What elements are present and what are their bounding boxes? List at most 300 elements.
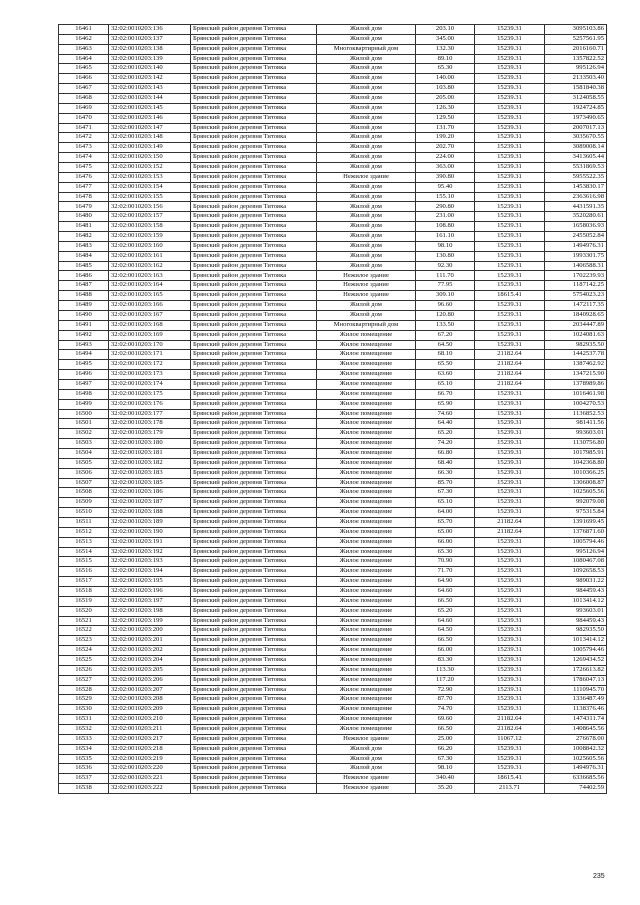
location-cell: Брянский район деревня Титовка xyxy=(191,350,317,360)
cadastral-number-cell: 32:02:0010203:146 xyxy=(109,113,191,123)
rate-cell: 15239.31 xyxy=(475,113,545,123)
rate-cell: 21182.64 xyxy=(475,715,545,725)
cadastral-value-cell: 1702239.93 xyxy=(545,271,607,281)
cadastral-number-cell: 32:02:0010203:211 xyxy=(109,725,191,735)
object-type-cell: Жилое помещение xyxy=(317,675,416,685)
area-cell: 35.20 xyxy=(416,784,475,794)
object-type-cell: Жилое помещение xyxy=(317,715,416,725)
object-type-cell: Жилой дом xyxy=(317,113,416,123)
location-cell: Брянский район деревня Титовка xyxy=(191,379,317,389)
area-cell: 63.60 xyxy=(416,370,475,380)
object-type-cell: Жилое помещение xyxy=(317,527,416,537)
object-type-cell: Жилой дом xyxy=(317,54,416,64)
area-cell: 155.10 xyxy=(416,192,475,202)
cadastral-value-cell: 1726613.82 xyxy=(545,665,607,675)
row-number-cell: 16486 xyxy=(59,271,109,281)
cadastral-number-cell: 32:02:0010203:201 xyxy=(109,636,191,646)
area-cell: 64.60 xyxy=(416,616,475,626)
row-number-cell: 16491 xyxy=(59,320,109,330)
rate-cell: 15239.31 xyxy=(475,537,545,547)
object-type-cell: Жилое помещение xyxy=(317,517,416,527)
row-number-cell: 16502 xyxy=(59,429,109,439)
area-cell: 65.50 xyxy=(416,360,475,370)
rate-cell: 15239.31 xyxy=(475,212,545,222)
table-row xyxy=(59,281,607,291)
cadastral-value-cell: 1494976.31 xyxy=(545,241,607,251)
area-cell: 64.40 xyxy=(416,419,475,429)
table-row xyxy=(59,744,607,754)
row-number-cell: 16473 xyxy=(59,143,109,153)
area-cell: 85.70 xyxy=(416,478,475,488)
table-row xyxy=(59,626,607,636)
rate-cell: 15239.31 xyxy=(475,656,545,666)
object-type-cell: Жилое помещение xyxy=(317,439,416,449)
area-cell: 65.30 xyxy=(416,64,475,74)
area-cell: 111.70 xyxy=(416,271,475,281)
cadastral-number-cell: 32:02:0010203:169 xyxy=(109,330,191,340)
table-row xyxy=(59,389,607,399)
area-cell: 133.50 xyxy=(416,320,475,330)
rate-cell: 15239.31 xyxy=(475,34,545,44)
cadastral-number-cell: 32:02:0010203:205 xyxy=(109,665,191,675)
row-number-cell: 16494 xyxy=(59,350,109,360)
table-row xyxy=(59,113,607,123)
object-type-cell: Жилое помещение xyxy=(317,537,416,547)
table-row xyxy=(59,350,607,360)
table-row xyxy=(59,429,607,439)
cadastral-value-cell: 1017985.91 xyxy=(545,448,607,458)
cadastral-number-cell: 32:02:0010203:140 xyxy=(109,64,191,74)
table-row xyxy=(59,192,607,202)
cadastral-number-cell: 32:02:0010203:204 xyxy=(109,656,191,666)
rate-cell: 15239.31 xyxy=(475,695,545,705)
rate-cell: 15239.31 xyxy=(475,547,545,557)
area-cell: 340.40 xyxy=(416,774,475,784)
cadastral-value-cell: 1472117.35 xyxy=(545,301,607,311)
object-type-cell: Нежилое здание xyxy=(317,784,416,794)
cadastral-number-cell: 32:02:0010203:209 xyxy=(109,705,191,715)
row-number-cell: 16483 xyxy=(59,241,109,251)
table-row xyxy=(59,330,607,340)
cadastral-value-cell: 1004270.53 xyxy=(545,399,607,409)
object-type-cell: Жилое помещение xyxy=(317,498,416,508)
area-cell: 65.70 xyxy=(416,517,475,527)
cadastral-number-cell: 32:02:0010203:173 xyxy=(109,370,191,380)
object-type-cell: Жилой дом xyxy=(317,133,416,143)
table-row xyxy=(59,25,607,35)
cadastral-value-cell: 995126.94 xyxy=(545,547,607,557)
object-type-cell: Жилой дом xyxy=(317,301,416,311)
cadastral-value-cell: 3124058.55 xyxy=(545,94,607,104)
rate-cell: 15239.31 xyxy=(475,251,545,261)
rate-cell: 15239.31 xyxy=(475,54,545,64)
table-row xyxy=(59,94,607,104)
row-number-cell: 16470 xyxy=(59,113,109,123)
cadastral-number-cell: 32:02:0010203:182 xyxy=(109,458,191,468)
cadastral-number-cell: 32:02:0010203:149 xyxy=(109,143,191,153)
cadastral-number-cell: 32:02:0010203:183 xyxy=(109,468,191,478)
cadastral-number-cell: 32:02:0010203:200 xyxy=(109,626,191,636)
row-number-cell: 16498 xyxy=(59,389,109,399)
row-number-cell: 16529 xyxy=(59,695,109,705)
cadastral-value-cell: 1376871.60 xyxy=(545,527,607,537)
location-cell: Брянский район деревня Титовка xyxy=(191,468,317,478)
rate-cell: 15239.31 xyxy=(475,310,545,320)
cadastral-number-cell: 32:02:0010203:137 xyxy=(109,34,191,44)
cadastral-value-cell: 1474311.74 xyxy=(545,715,607,725)
cadastral-number-cell: 32:02:0010203:172 xyxy=(109,360,191,370)
cadastral-number-cell: 32:02:0010203:156 xyxy=(109,202,191,212)
area-cell: 108.80 xyxy=(416,222,475,232)
rate-cell: 15239.31 xyxy=(475,478,545,488)
rate-cell: 15239.31 xyxy=(475,744,545,754)
location-cell: Брянский район деревня Титовка xyxy=(191,665,317,675)
object-type-cell: Жилое помещение xyxy=(317,409,416,419)
area-cell: 68.10 xyxy=(416,350,475,360)
location-cell: Брянский район деревня Титовка xyxy=(191,764,317,774)
cadastral-value-cell: 981411.56 xyxy=(545,419,607,429)
table-row xyxy=(59,320,607,330)
location-cell: Брянский район деревня Титовка xyxy=(191,754,317,764)
cadastral-value-cell: 5531869.53 xyxy=(545,163,607,173)
cadastral-value-cell: 276678.00 xyxy=(545,734,607,744)
table-row xyxy=(59,212,607,222)
cadastral-number-cell: 32:02:0010203:154 xyxy=(109,182,191,192)
rate-cell: 15239.31 xyxy=(475,468,545,478)
cadastral-number-cell: 32:02:0010203:139 xyxy=(109,54,191,64)
cadastral-value-cell: 1024081.63 xyxy=(545,330,607,340)
location-cell: Брянский район деревня Титовка xyxy=(191,448,317,458)
location-cell: Брянский район деревня Титовка xyxy=(191,241,317,251)
table-row xyxy=(59,241,607,251)
object-type-cell: Жилое помещение xyxy=(317,429,416,439)
object-type-cell: Жилое помещение xyxy=(317,606,416,616)
row-number-cell: 16468 xyxy=(59,94,109,104)
row-number-cell: 16511 xyxy=(59,517,109,527)
location-cell: Брянский район деревня Титовка xyxy=(191,725,317,735)
area-cell: 131.70 xyxy=(416,123,475,133)
location-cell: Брянский район деревня Титовка xyxy=(191,744,317,754)
object-type-cell: Жилое помещение xyxy=(317,508,416,518)
cadastral-value-cell: 1924724.85 xyxy=(545,103,607,113)
rate-cell: 15239.31 xyxy=(475,567,545,577)
row-number-cell: 16514 xyxy=(59,547,109,557)
object-type-cell: Жилой дом xyxy=(317,94,416,104)
rate-cell: 15239.31 xyxy=(475,123,545,133)
cadastral-value-cell: 1658036.93 xyxy=(545,222,607,232)
location-cell: Брянский район деревня Титовка xyxy=(191,212,317,222)
row-number-cell: 16531 xyxy=(59,715,109,725)
cadastral-value-cell: 3520280.61 xyxy=(545,212,607,222)
area-cell: 66.30 xyxy=(416,468,475,478)
object-type-cell: Жилое помещение xyxy=(317,665,416,675)
row-number-cell: 16484 xyxy=(59,251,109,261)
location-cell: Брянский район деревня Титовка xyxy=(191,44,317,54)
rate-cell: 15239.31 xyxy=(475,636,545,646)
cadastral-number-cell: 32:02:0010203:155 xyxy=(109,192,191,202)
location-cell: Брянский район деревня Титовка xyxy=(191,419,317,429)
area-cell: 65.10 xyxy=(416,498,475,508)
page-number: 235 xyxy=(593,873,605,880)
table-row xyxy=(59,34,607,44)
rate-cell: 15239.31 xyxy=(475,646,545,656)
object-type-cell: Жилое помещение xyxy=(317,695,416,705)
cadastral-number-cell: 32:02:0010203:161 xyxy=(109,251,191,261)
object-type-cell: Жилое помещение xyxy=(317,656,416,666)
table-row xyxy=(59,596,607,606)
cadastral-value-cell: 1973490.65 xyxy=(545,113,607,123)
rate-cell: 11067.12 xyxy=(475,734,545,744)
area-cell: 120.80 xyxy=(416,310,475,320)
row-number-cell: 16505 xyxy=(59,458,109,468)
table-row xyxy=(59,488,607,498)
cadastral-number-cell: 32:02:0010203:164 xyxy=(109,281,191,291)
registry-table-body xyxy=(59,25,607,794)
area-cell: 66.00 xyxy=(416,646,475,656)
table-row xyxy=(59,586,607,596)
row-number-cell: 16520 xyxy=(59,606,109,616)
cadastral-number-cell: 32:02:0010203:150 xyxy=(109,153,191,163)
cadastral-number-cell: 32:02:0010203:158 xyxy=(109,222,191,232)
area-cell: 161.10 xyxy=(416,232,475,242)
cadastral-number-cell: 32:02:0010203:180 xyxy=(109,439,191,449)
cadastral-value-cell: 1840928.65 xyxy=(545,310,607,320)
rate-cell: 15239.31 xyxy=(475,222,545,232)
object-type-cell: Жилое помещение xyxy=(317,577,416,587)
area-cell: 83.30 xyxy=(416,656,475,666)
rate-cell: 15239.31 xyxy=(475,399,545,409)
location-cell: Брянский район деревня Титовка xyxy=(191,784,317,794)
object-type-cell: Жилое помещение xyxy=(317,685,416,695)
cadastral-value-cell: 74402.59 xyxy=(545,784,607,794)
row-number-cell: 16515 xyxy=(59,557,109,567)
location-cell: Брянский район деревня Титовка xyxy=(191,182,317,192)
location-cell: Брянский район деревня Титовка xyxy=(191,488,317,498)
table-row xyxy=(59,340,607,350)
cadastral-value-cell: 3035670.55 xyxy=(545,133,607,143)
rate-cell: 15239.31 xyxy=(475,182,545,192)
location-cell: Брянский район деревня Титовка xyxy=(191,143,317,153)
object-type-cell: Жилой дом xyxy=(317,744,416,754)
area-cell: 65.20 xyxy=(416,429,475,439)
table-row xyxy=(59,379,607,389)
area-cell: 65.10 xyxy=(416,379,475,389)
object-type-cell: Жилой дом xyxy=(317,64,416,74)
area-cell: 77.95 xyxy=(416,281,475,291)
area-cell: 65.90 xyxy=(416,399,475,409)
table-row xyxy=(59,725,607,735)
table-row xyxy=(59,784,607,794)
cadastral-value-cell: 1008842.32 xyxy=(545,744,607,754)
rate-cell: 21182.64 xyxy=(475,527,545,537)
row-number-cell: 16503 xyxy=(59,439,109,449)
cadastral-number-cell: 32:02:0010203:186 xyxy=(109,488,191,498)
cadastral-number-cell: 32:02:0010203:220 xyxy=(109,764,191,774)
table-row xyxy=(59,656,607,666)
rate-cell: 15239.31 xyxy=(475,271,545,281)
table-row xyxy=(59,291,607,301)
object-type-cell: Жилой дом xyxy=(317,163,416,173)
cadastral-value-cell: 1110945.70 xyxy=(545,685,607,695)
cadastral-value-cell: 1347215.90 xyxy=(545,370,607,380)
location-cell: Брянский район деревня Титовка xyxy=(191,34,317,44)
object-type-cell: Жилое помещение xyxy=(317,488,416,498)
cadastral-value-cell: 992079.08 xyxy=(545,498,607,508)
rate-cell: 15239.31 xyxy=(475,577,545,587)
area-cell: 64.60 xyxy=(416,586,475,596)
object-type-cell: Жилой дом xyxy=(317,222,416,232)
cadastral-number-cell: 32:02:0010203:168 xyxy=(109,320,191,330)
area-cell: 132.30 xyxy=(416,44,475,54)
cadastral-value-cell: 984459.43 xyxy=(545,586,607,596)
location-cell: Брянский район деревня Титовка xyxy=(191,113,317,123)
cadastral-number-cell: 32:02:0010203:188 xyxy=(109,508,191,518)
cadastral-value-cell: 1269434.52 xyxy=(545,656,607,666)
rate-cell: 15239.31 xyxy=(475,192,545,202)
rate-cell: 15239.31 xyxy=(475,281,545,291)
location-cell: Брянский район деревня Титовка xyxy=(191,25,317,35)
table-row xyxy=(59,44,607,54)
object-type-cell: Жилое помещение xyxy=(317,448,416,458)
rate-cell: 15239.31 xyxy=(475,665,545,675)
rate-cell: 15239.31 xyxy=(475,596,545,606)
cadastral-value-cell: 1138376.46 xyxy=(545,705,607,715)
location-cell: Брянский район деревня Титовка xyxy=(191,557,317,567)
rate-cell: 15239.31 xyxy=(475,153,545,163)
area-cell: 66.50 xyxy=(416,596,475,606)
table-row xyxy=(59,163,607,173)
table-row xyxy=(59,448,607,458)
row-number-cell: 16465 xyxy=(59,64,109,74)
row-number-cell: 16527 xyxy=(59,675,109,685)
area-cell: 89.10 xyxy=(416,54,475,64)
cadastral-value-cell: 1387462.92 xyxy=(545,360,607,370)
object-type-cell: Жилой дом xyxy=(317,153,416,163)
rate-cell: 15239.31 xyxy=(475,301,545,311)
area-cell: 363.00 xyxy=(416,163,475,173)
row-number-cell: 16506 xyxy=(59,468,109,478)
cadastral-value-cell: 1092658.53 xyxy=(545,567,607,577)
cadastral-value-cell: 1005794.46 xyxy=(545,646,607,656)
object-type-cell: Нежилое здание xyxy=(317,291,416,301)
location-cell: Брянский район деревня Титовка xyxy=(191,64,317,74)
area-cell: 64.50 xyxy=(416,626,475,636)
rate-cell: 21182.64 xyxy=(475,725,545,735)
cadastral-value-cell: 1357822.52 xyxy=(545,54,607,64)
rate-cell: 15239.31 xyxy=(475,705,545,715)
object-type-cell: Жилое помещение xyxy=(317,360,416,370)
location-cell: Брянский район деревня Титовка xyxy=(191,291,317,301)
table-row xyxy=(59,74,607,84)
cadastral-number-cell: 32:02:0010203:179 xyxy=(109,429,191,439)
row-number-cell: 16474 xyxy=(59,153,109,163)
rate-cell: 15239.31 xyxy=(475,389,545,399)
table-row xyxy=(59,232,607,242)
table-row xyxy=(59,261,607,271)
table-row xyxy=(59,310,607,320)
table-row xyxy=(59,182,607,192)
table-row xyxy=(59,646,607,656)
rate-cell: 15239.31 xyxy=(475,103,545,113)
table-row xyxy=(59,695,607,705)
row-number-cell: 16508 xyxy=(59,488,109,498)
cadastral-number-cell: 32:02:0010203:222 xyxy=(109,784,191,794)
row-number-cell: 16528 xyxy=(59,685,109,695)
rate-cell: 15239.31 xyxy=(475,172,545,182)
cadastral-number-cell: 32:02:0010203:175 xyxy=(109,389,191,399)
location-cell: Брянский район деревня Титовка xyxy=(191,202,317,212)
location-cell: Брянский район деревня Титовка xyxy=(191,360,317,370)
table-row xyxy=(59,754,607,764)
table-row xyxy=(59,547,607,557)
location-cell: Брянский район деревня Титовка xyxy=(191,458,317,468)
row-number-cell: 16493 xyxy=(59,340,109,350)
row-number-cell: 16534 xyxy=(59,744,109,754)
object-type-cell: Жилое помещение xyxy=(317,419,416,429)
table-row xyxy=(59,172,607,182)
rate-cell: 15239.31 xyxy=(475,44,545,54)
table-row xyxy=(59,419,607,429)
location-cell: Брянский район деревня Титовка xyxy=(191,606,317,616)
location-cell: Брянский район деревня Титовка xyxy=(191,84,317,94)
cadastral-number-cell: 32:02:0010203:194 xyxy=(109,567,191,577)
rate-cell: 15239.31 xyxy=(475,557,545,567)
table-row xyxy=(59,665,607,675)
area-cell: 205.00 xyxy=(416,94,475,104)
area-cell: 66.00 xyxy=(416,537,475,547)
cadastral-value-cell: 1453830.17 xyxy=(545,182,607,192)
cadastral-number-cell: 32:02:0010203:198 xyxy=(109,606,191,616)
table-row xyxy=(59,517,607,527)
cadastral-value-cell: 5257561.95 xyxy=(545,34,607,44)
cadastral-number-cell: 32:02:0010203:187 xyxy=(109,498,191,508)
object-type-cell: Жилой дом xyxy=(317,754,416,764)
cadastral-number-cell: 32:02:0010203:162 xyxy=(109,261,191,271)
rate-cell: 15239.31 xyxy=(475,320,545,330)
cadastral-value-cell: 993603.01 xyxy=(545,429,607,439)
cadastral-number-cell: 32:02:0010203:145 xyxy=(109,103,191,113)
cadastral-value-cell: 2133503.40 xyxy=(545,74,607,84)
rate-cell: 15239.31 xyxy=(475,419,545,429)
cadastral-number-cell: 32:02:0010203:217 xyxy=(109,734,191,744)
rate-cell: 15239.31 xyxy=(475,241,545,251)
rate-cell: 15239.31 xyxy=(475,163,545,173)
row-number-cell: 16475 xyxy=(59,163,109,173)
registry-table xyxy=(58,24,607,794)
area-cell: 66.50 xyxy=(416,725,475,735)
cadastral-value-cell: 989031.22 xyxy=(545,577,607,587)
object-type-cell: Жилой дом xyxy=(317,143,416,153)
row-number-cell: 16471 xyxy=(59,123,109,133)
table-row xyxy=(59,370,607,380)
row-number-cell: 16497 xyxy=(59,379,109,389)
object-type-cell: Жилой дом xyxy=(317,74,416,84)
area-cell: 290.80 xyxy=(416,202,475,212)
row-number-cell: 16495 xyxy=(59,360,109,370)
rate-cell: 21182.64 xyxy=(475,350,545,360)
cadastral-value-cell: 984459.43 xyxy=(545,616,607,626)
cadastral-value-cell: 993603.01 xyxy=(545,606,607,616)
row-number-cell: 16477 xyxy=(59,182,109,192)
row-number-cell: 16481 xyxy=(59,222,109,232)
cadastral-number-cell: 32:02:0010203:176 xyxy=(109,399,191,409)
rate-cell: 15239.31 xyxy=(475,409,545,419)
object-type-cell: Жилое помещение xyxy=(317,596,416,606)
cadastral-number-cell: 32:02:0010203:170 xyxy=(109,340,191,350)
cadastral-number-cell: 32:02:0010203:165 xyxy=(109,291,191,301)
area-cell: 74.60 xyxy=(416,409,475,419)
row-number-cell: 16537 xyxy=(59,774,109,784)
